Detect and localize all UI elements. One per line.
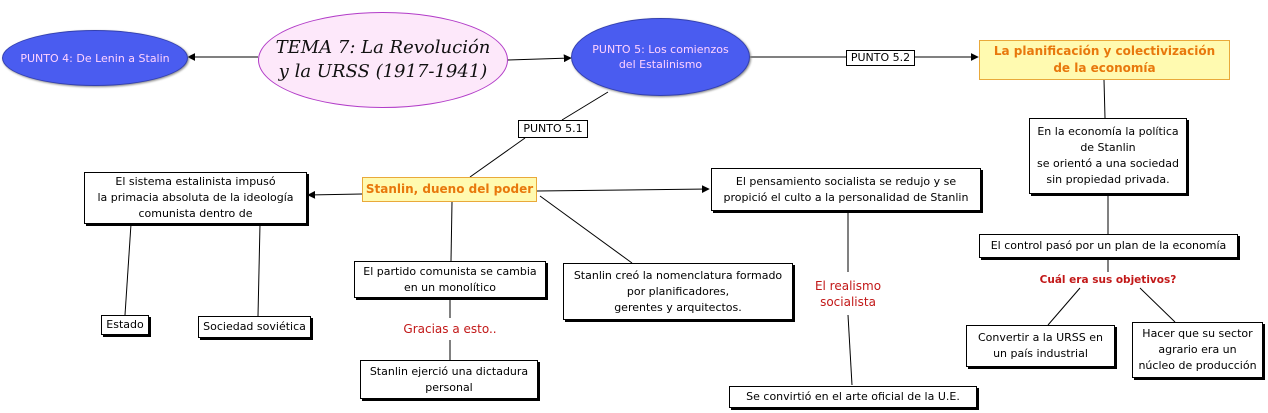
convertir-urss-node[interactable]: Convertir a la URSS en un país industrial <box>966 325 1115 367</box>
gracias-connector-text[interactable]: Gracias a esto.. <box>403 322 497 336</box>
economia-politica-node[interactable]: En la economía la política de Stanlin se orientó a una sociedad sin propiedad privada. <box>1029 118 1187 194</box>
punto5-2-link-label[interactable]: PUNTO 5.2 <box>846 50 915 66</box>
punto4-node[interactable]: PUNTO 4: De Lenin a Stalin <box>2 30 188 86</box>
sector-agrario-node[interactable]: Hacer que su sector agrario era un núcleo de producción <box>1132 322 1263 378</box>
sociedad-sovietica-node[interactable]: Sociedad soviética <box>198 316 311 338</box>
line-objetivos-to-convertir <box>1048 288 1080 325</box>
estado-node[interactable]: Estado <box>101 315 149 335</box>
control-plan-node[interactable]: El control pasó por un plan de la economía <box>979 234 1238 258</box>
line-realismo-to-arte <box>848 315 852 385</box>
dueno-poder-node[interactable]: Stanlin, dueno del poder <box>362 177 537 202</box>
line-dueno-to-partido <box>451 202 452 261</box>
line-main-to-punto5 <box>507 58 571 60</box>
partido-comunista-node[interactable]: El partido comunista se cambia en un monolítico <box>354 261 546 298</box>
line-sistema-to-estado <box>125 224 131 315</box>
dictadura-node[interactable]: Stanlin ejerció una dictadura personal <box>360 360 538 399</box>
arte-oficial-node[interactable]: Se convirtió en el arte oficial de la U.E. <box>729 386 977 408</box>
main-topic-node[interactable]: TEMA 7: La Revolución y la URSS (1917-1941) <box>258 12 508 108</box>
line-label51-to-dueno <box>470 138 525 177</box>
line-sistema-to-sociedad <box>258 224 260 316</box>
planificacion-node[interactable]: La planificación y colectivización de la economía <box>979 40 1230 80</box>
punto5-1-link-label[interactable]: PUNTO 5.1 <box>518 120 588 138</box>
sistema-estalinista-node[interactable]: El sistema estalinista impusó la primacia absoluta de la ideología comunista dentro de <box>84 172 307 224</box>
line-plan-to-economia <box>1104 80 1105 118</box>
pensamiento-socialista-node[interactable]: El pensamiento socialista se redujo y se propició el culto a la personalidad de Stanlin <box>711 168 981 211</box>
line-punto5-to-label51 <box>562 92 608 120</box>
realismo-socialista-text[interactable]: El realismo socialista <box>814 279 882 309</box>
nomenclatura-node[interactable]: Stanlin creó la nomenclatura formado por planificadores, gerentes y arquitectos. <box>563 263 793 320</box>
objetivos-question[interactable]: Cuál era sus objetivos? <box>1039 274 1177 286</box>
punto5-node[interactable]: PUNTO 5: Los comienzos del Estalinismo <box>571 18 750 96</box>
line-dueno-to-pensamiento <box>537 189 709 191</box>
line-dueno-to-sistema <box>308 194 362 195</box>
line-objetivos-to-agrario <box>1140 288 1175 322</box>
line-dueno-to-nomenclatura <box>540 196 632 263</box>
